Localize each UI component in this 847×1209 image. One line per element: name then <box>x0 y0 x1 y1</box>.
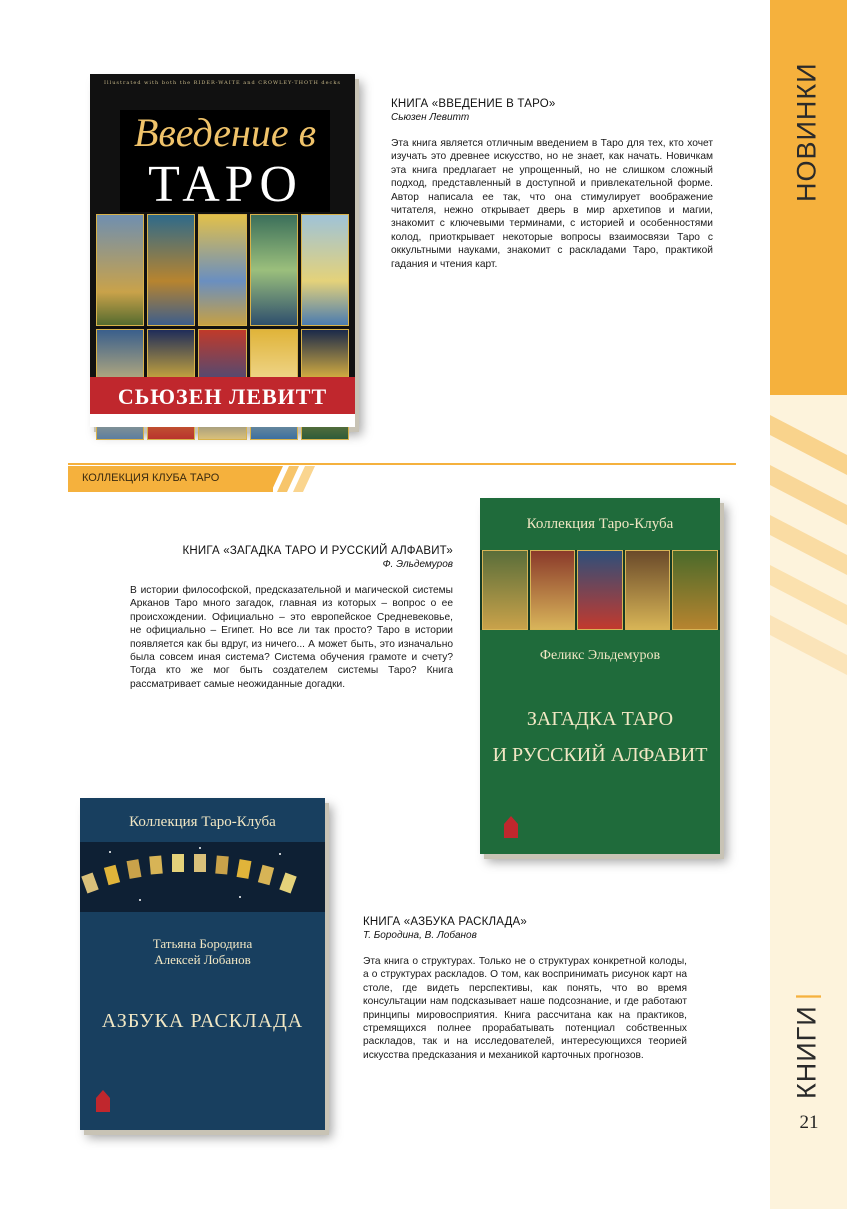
cover-author: Феликс Эльдемуров <box>539 648 661 663</box>
publisher-mark-icon <box>504 816 518 838</box>
cover-cards-arc <box>80 842 325 912</box>
cover-series: Коллекция Таро-Клуба <box>526 516 674 532</box>
book-title: КНИГА «ВВЕДЕНИЕ В ТАРО» <box>391 98 556 110</box>
section-title-books <box>784 990 830 1100</box>
cover-title-line1: Введение в <box>120 110 330 156</box>
book-author: Т. Бородина, В. Лобанов <box>363 930 477 941</box>
section-title-separator: | <box>791 991 822 1000</box>
sidebar-chevron-pattern <box>770 395 847 695</box>
book-description: Эта книга является отличным введением в Таро для тех, кто хочет изучать это древнее искусство, но не знает, как начать. Новичкам эта книга предлагает не упрощенный, но не слишком сложный подход, представленный в доступной и привлекательной форме. Автор написала ее так, что она стимулирует воображение читателя, нежно открывает дверь в мир архетипов и магии, знакомит с ключевыми терминами, с историей и особенностями колод, приоткрывает некоторые вопросы взаимосвязи Таро с оккультными науками, знакомит с раскладами Таро, практикой гадания и чтения карт. <box>391 138 713 270</box>
cover-cards-arc-graphic <box>80 842 325 912</box>
book-description: В истории философской, предсказательной и магической системы Арканов Таро много загадок, главная из которых – вопрос о ее происхождении. Официально – это европейское Средневековье, не официально – Египет. Но все ли так просто? Таро в истории появляется как бы вдруг, из ничего... А может быть, это изначально была совсем иная система? Система обучения грамоте и счету? Тогда кто же мог быть создателем системы Таро? Книга рассматривает самые неожиданные догадки. <box>130 585 453 690</box>
cover-tarot-cards-row <box>480 550 720 630</box>
tarot-card-image <box>198 214 246 326</box>
book-title: КНИГА «АЗБУКА РАСКЛАДА» <box>363 916 528 928</box>
collection-divider-line <box>68 463 736 465</box>
section-sidebar <box>770 0 847 1209</box>
collection-label: КОЛЛЕКЦИЯ КЛУБА ТАРО <box>82 472 220 484</box>
book-author: Сьюзен Левитт <box>391 112 470 123</box>
cover-author-line1: Татьяна Бородина <box>152 936 253 951</box>
tarot-card-image <box>250 214 298 326</box>
book-info-intro-to-tarot <box>391 98 713 271</box>
cover-bottom-band <box>90 414 355 427</box>
book-title: КНИГА «ЗАГАДКА ТАРО И РУССКИЙ АЛФАВИТ» <box>182 545 453 557</box>
book-description: Эта книга о структурах. Только не о структурах конкретной колоды, а о структурах раскладов. О том, как воспринимать рисунок карт на столе, где видеть перспективы, как понять, что во время консультации нам подсказывает наше подсознание, и где работают принципы мировосприятия. Книга рассчитана как на практиков, стремящихся полнее прорабатывать потенциал собственных раскладов, так и на исследователей, интересующихся теорией искусства предсказания и механикой карточных прогнозов. <box>363 956 687 1061</box>
cover-title-line1: ЗАГАДКА ТАРО <box>526 708 674 730</box>
tarot-card-image <box>625 550 671 630</box>
tarot-card-image <box>530 550 576 630</box>
cover-author-line2: Алексей Лобанов <box>154 952 251 967</box>
tarot-card-image <box>96 214 144 326</box>
tarot-card-image <box>301 214 349 326</box>
cover-title: АЗБУКА РАСКЛАДА <box>101 1010 304 1032</box>
tarot-card-image <box>577 550 623 630</box>
book-cover-intro-to-tarot <box>90 74 355 427</box>
book-info-spread-alphabet <box>363 916 687 1062</box>
cover-title-line2: ТАРО <box>120 156 330 212</box>
tarot-card-image <box>672 550 718 630</box>
book-info-tarot-riddle <box>130 545 453 691</box>
book-cover-tarot-riddle <box>480 498 720 854</box>
cover-series: Коллекция Таро-Клуба <box>129 814 276 830</box>
page-number: 21 <box>799 1112 819 1133</box>
collection-chevron-decoration <box>200 466 320 492</box>
cover-author: СЬЮЗЕН ЛЕВИТТ <box>90 377 355 414</box>
cover-title-line2: И РУССКИЙ АЛФАВИТ <box>492 744 708 766</box>
section-title-news: НОВИНКИ <box>791 62 822 202</box>
tarot-card-image <box>482 550 528 630</box>
book-author: Ф. Эльдемуров <box>382 559 453 570</box>
cover-top-strip: Illustrated with both the RIDER-WAITE and CROWLEY-THOTH decks <box>104 80 341 86</box>
section-title-books-label: КНИГИ <box>791 1005 822 1100</box>
tarot-card-image <box>147 214 195 326</box>
publisher-mark-icon <box>96 1090 110 1112</box>
book-cover-spread-alphabet <box>80 798 325 1130</box>
